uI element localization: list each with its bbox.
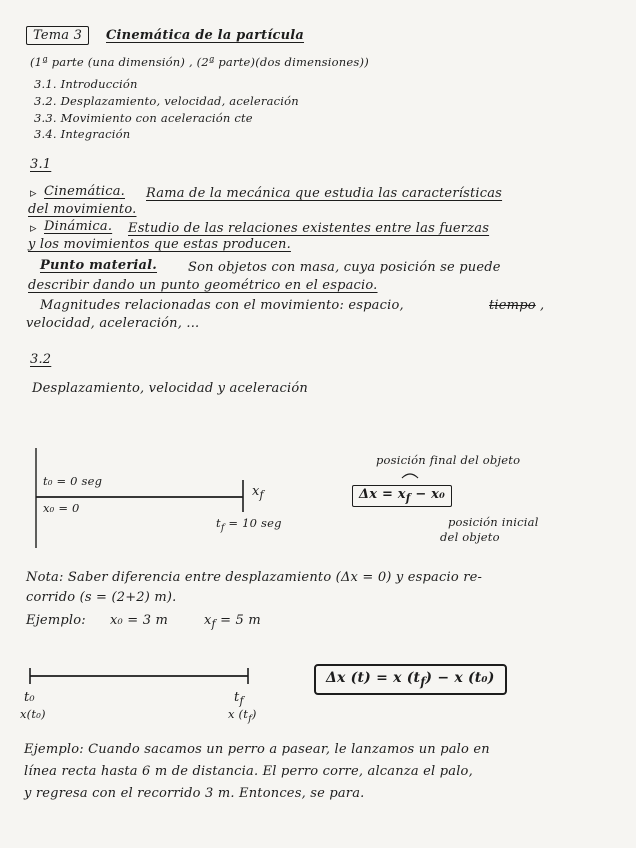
initial-position-note: del objeto <box>440 530 500 544</box>
nota-text: corrido (s = (2+2) m). <box>26 590 177 605</box>
section-heading-3-1: 3.1 <box>30 157 52 172</box>
section-heading-3-2: 3.2 <box>30 352 52 367</box>
magnitudes-comma: , <box>540 298 545 313</box>
tf-label: $t_f = 10$ seg <box>216 516 282 534</box>
displacement-function-formula: Δx (t) = x $(t_f) - x$ (t₀) <box>314 664 507 695</box>
tf-mark: $t_f$ <box>234 690 244 708</box>
cinematica-term: Cinemática. <box>44 184 125 199</box>
t0-mark: t₀ <box>24 690 35 705</box>
triangle-bullet-icon: ▹ <box>30 186 37 201</box>
ejemplo-label: Ejemplo: <box>26 613 86 628</box>
punto-material-def: describir dando un punto geométrico en el espacio. <box>28 278 378 293</box>
toc-item: 3.2. Desplazamiento, velocidad, aceleración <box>34 94 299 108</box>
ejemplo2-text: línea recta hasta 6 m de distancia. El perro corre, alcanza el palo, <box>24 764 473 779</box>
magnitudes-struck-word: tiempo <box>489 298 536 313</box>
dinamica-term: Dinámica. <box>44 219 113 234</box>
ejemplo-xf: $x_f = 5$ m <box>204 613 261 631</box>
toc-item: 3.4. Integración <box>34 127 131 141</box>
ejemplo2-text: y regresa con el recorrido 3 m. Entonces, se para. <box>24 786 365 801</box>
subtitle: (1ª parte (una dimensión) , (2ª parte)(dos dimensiones)) <box>30 55 369 69</box>
dinamica-def: Estudio de las relaciones existentes entre las fuerzas <box>128 221 490 236</box>
page-title: Cinemática de la partícula <box>106 28 305 43</box>
final-position-note: posición final del objeto <box>376 453 521 467</box>
punto-material-term: Punto material. <box>40 258 158 273</box>
ejemplo2-text: Ejemplo: Cuando sacamos un perro a pasear, le lanzamos un palo en <box>24 742 490 757</box>
magnitudes-text: velocidad, aceleración, ... <box>26 316 200 331</box>
magnitudes-text: Magnitudes relacionadas con el movimiento: espacio, <box>40 298 404 313</box>
punto-material-def: Son objetos con masa, cuya posición se puede <box>188 260 501 275</box>
toc-item: 3.1. Introducción <box>34 77 138 91</box>
nota-text: Nota: Saber diferencia entre desplazamiento (Δx = 0) y espacio re- <box>26 570 483 585</box>
displacement-formula: $\Delta x = x_f - x_0$ <box>352 485 452 507</box>
cinematica-def: Rama de la mecánica que estudia las características <box>146 186 503 201</box>
x-t0-mark: x(t₀) <box>20 707 46 721</box>
dinamica-def: y los movimientos que estas producen. <box>28 237 291 252</box>
t0-label: t₀ = 0 seg <box>43 474 103 488</box>
x-tf-mark: x $(t_f)$ <box>228 707 257 725</box>
ejemplo-x0: x₀ = 3 m <box>110 613 169 628</box>
toc-item: 3.3. Movimiento con aceleración cte <box>34 111 253 125</box>
section-subheading: Desplazamiento, velocidad y aceleración <box>32 381 308 396</box>
triangle-bullet-icon: ▹ <box>30 221 37 236</box>
initial-position-note: posición inicial <box>448 515 539 529</box>
x0-label: x₀ = 0 <box>43 501 80 515</box>
xf-label: $x_f$ <box>252 484 264 502</box>
tema-label: Tema 3 <box>26 26 89 45</box>
cinematica-def: del movimiento. <box>28 202 137 217</box>
